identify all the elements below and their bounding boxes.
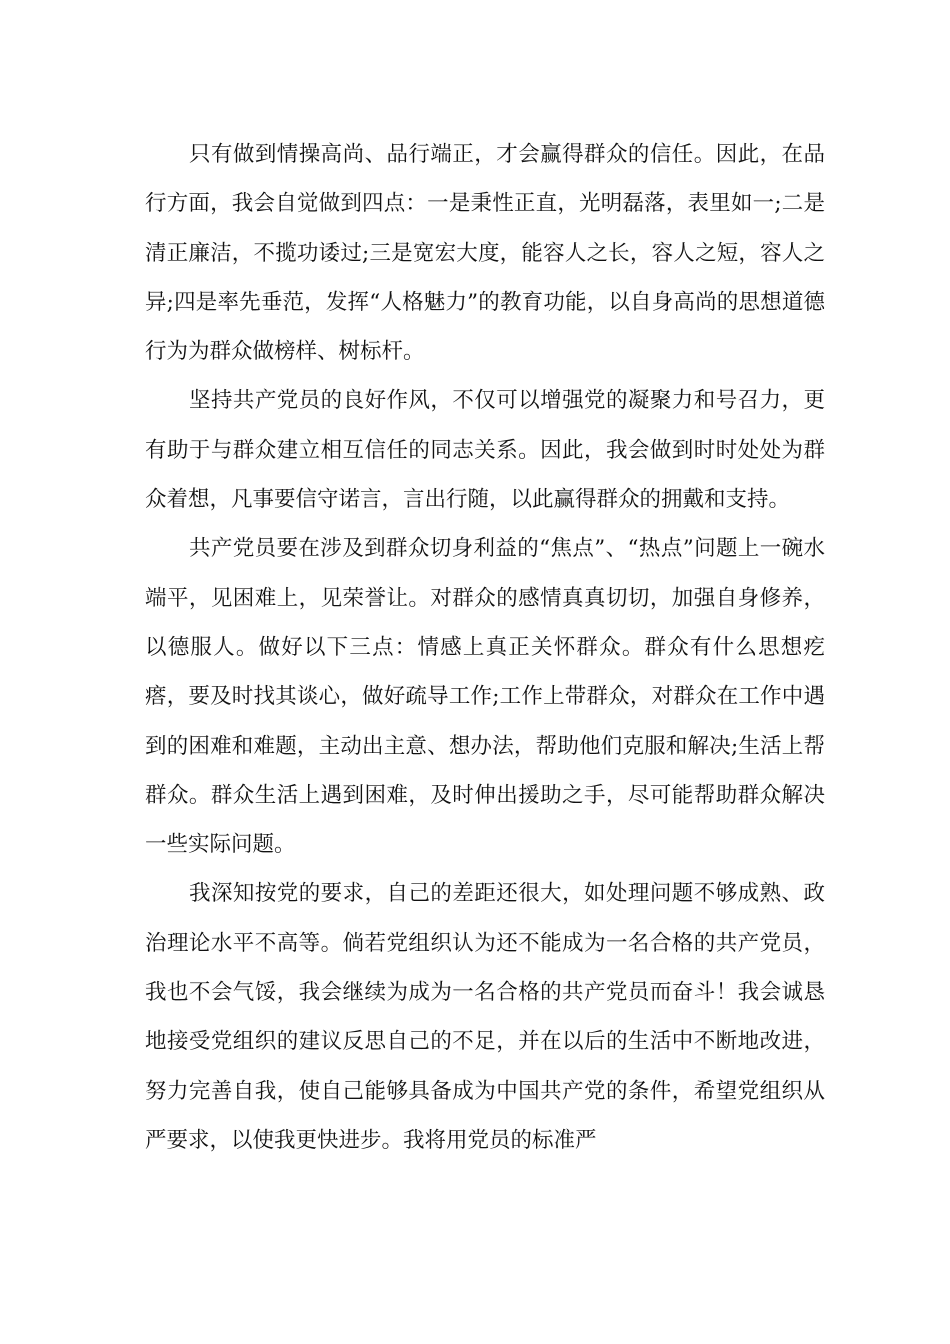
paragraph-3: 共产党员要在涉及到群众切身利益的“焦点”、“热点”问题上一碗水端平，见困难上，见荣誉让。对群众的感情真真切切，加强自身修养，以德服人。做好以下三点：情感上真正关怀群众。群众有什么思想疙瘩，要及时找其谈心，做好疏导工作;工作上带群众，对群众在工作中遇到的困难和难题，主动出主意、想办法，帮助他们克服和解决;生活上帮群众。群众生活上遇到困难，及时伸出援助之手，尽可能帮助群众解决一些实际问题。 — [145, 536, 825, 858]
paragraph-4: 我深知按党的要求，自己的差距还很大，如处理问题不够成熟、政治理论水平不高等。倘若党组织认为还不能成为一名合格的共产党员，我也不会气馁，我会继续为成为一名合格的共产党员而奋斗！我会诚恳地接受党组织的建议反思自己的不足，并在以后的生活中不断地改进，努力完善自我，使自己能够具备成为中国共产党的条件，希望党组织从严要求，以使我更快进步。我将用党员的标准严 — [145, 881, 825, 1153]
paragraph-1: 只有做到情操高尚、品行端正，才会赢得群众的信任。因此，在品行方面，我会自觉做到四点：一是秉性正直，光明磊落，表里如一;二是清正廉洁，不揽功诿过;三是宽宏大度，能容人之长，容人之短，容人之异;四是率先垂范，发挥“人格魅力”的教育功能，以自身高尚的思想道德行为为群众做榜样、树标杆。 — [145, 142, 825, 365]
document-body — [145, 130, 825, 1165]
paragraph-2: 坚持共产党员的良好作风，不仅可以增强党的凝聚力和号召力，更有助于与群众建立相互信任的同志关系。因此，我会做到时时处处为群众着想，凡事要信守诺言，言出行随，以此赢得群众的拥戴和支持。 — [145, 388, 825, 513]
